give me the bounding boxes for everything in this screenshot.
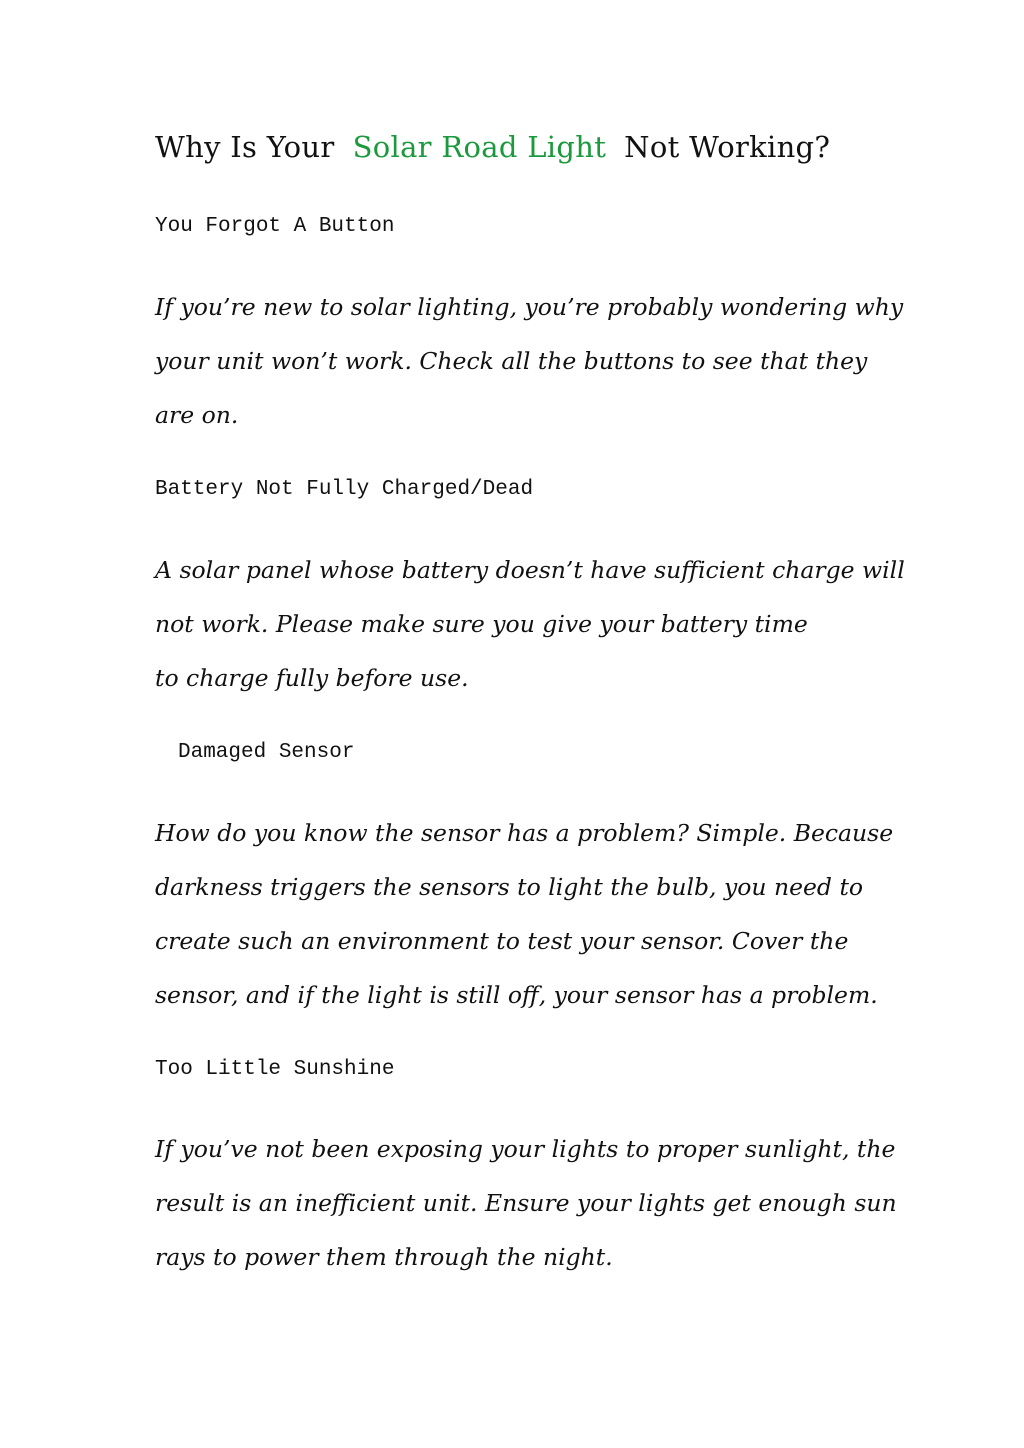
section-body-forgot-button	[155, 280, 904, 442]
section-heading-sunshine: Too Little Sunshine	[155, 1058, 395, 1081]
body-line: If you’ve not been exposing your lights to proper sunlight, the	[155, 1135, 896, 1163]
section-heading-battery: Battery Not Fully Charged/Dead	[155, 478, 534, 501]
title-highlight-link[interactable]: Solar Road Light	[352, 130, 607, 164]
body-line: How do you know the sensor has a problem? Simple. Because	[155, 819, 894, 847]
section-body-sunshine	[155, 1122, 897, 1284]
body-line: not work. Please make sure you give your battery time	[155, 610, 808, 638]
body-line: A solar panel whose battery doesn’t have sufficient charge will	[155, 556, 905, 584]
body-line: If you’re new to solar lighting, you’re probably wondering why	[155, 293, 904, 321]
body-line: darkness triggers the sensors to light the bulb, you need to	[155, 873, 864, 901]
section-body-battery	[155, 543, 905, 705]
body-line: create such an environment to test your sensor. Cover the	[155, 927, 849, 955]
body-line: to charge fully before use.	[155, 664, 469, 692]
body-line: result is an inefficient unit. Ensure your lights get enough sun	[155, 1189, 897, 1217]
title-prefix: Why Is Your	[155, 130, 335, 164]
page-title	[155, 130, 830, 164]
body-line: your unit won’t work. Check all the buttons to see that they	[155, 347, 868, 375]
section-body-sensor	[155, 806, 894, 1022]
body-line: sensor, and if the light is still off, your sensor has a problem.	[155, 981, 878, 1009]
section-heading-sensor: Damaged Sensor	[178, 741, 355, 764]
title-suffix: Not Working?	[624, 130, 831, 164]
body-line: rays to power them through the night.	[155, 1243, 613, 1271]
section-heading-forgot-button: You Forgot A Button	[155, 215, 395, 238]
body-line: are on.	[155, 401, 239, 429]
